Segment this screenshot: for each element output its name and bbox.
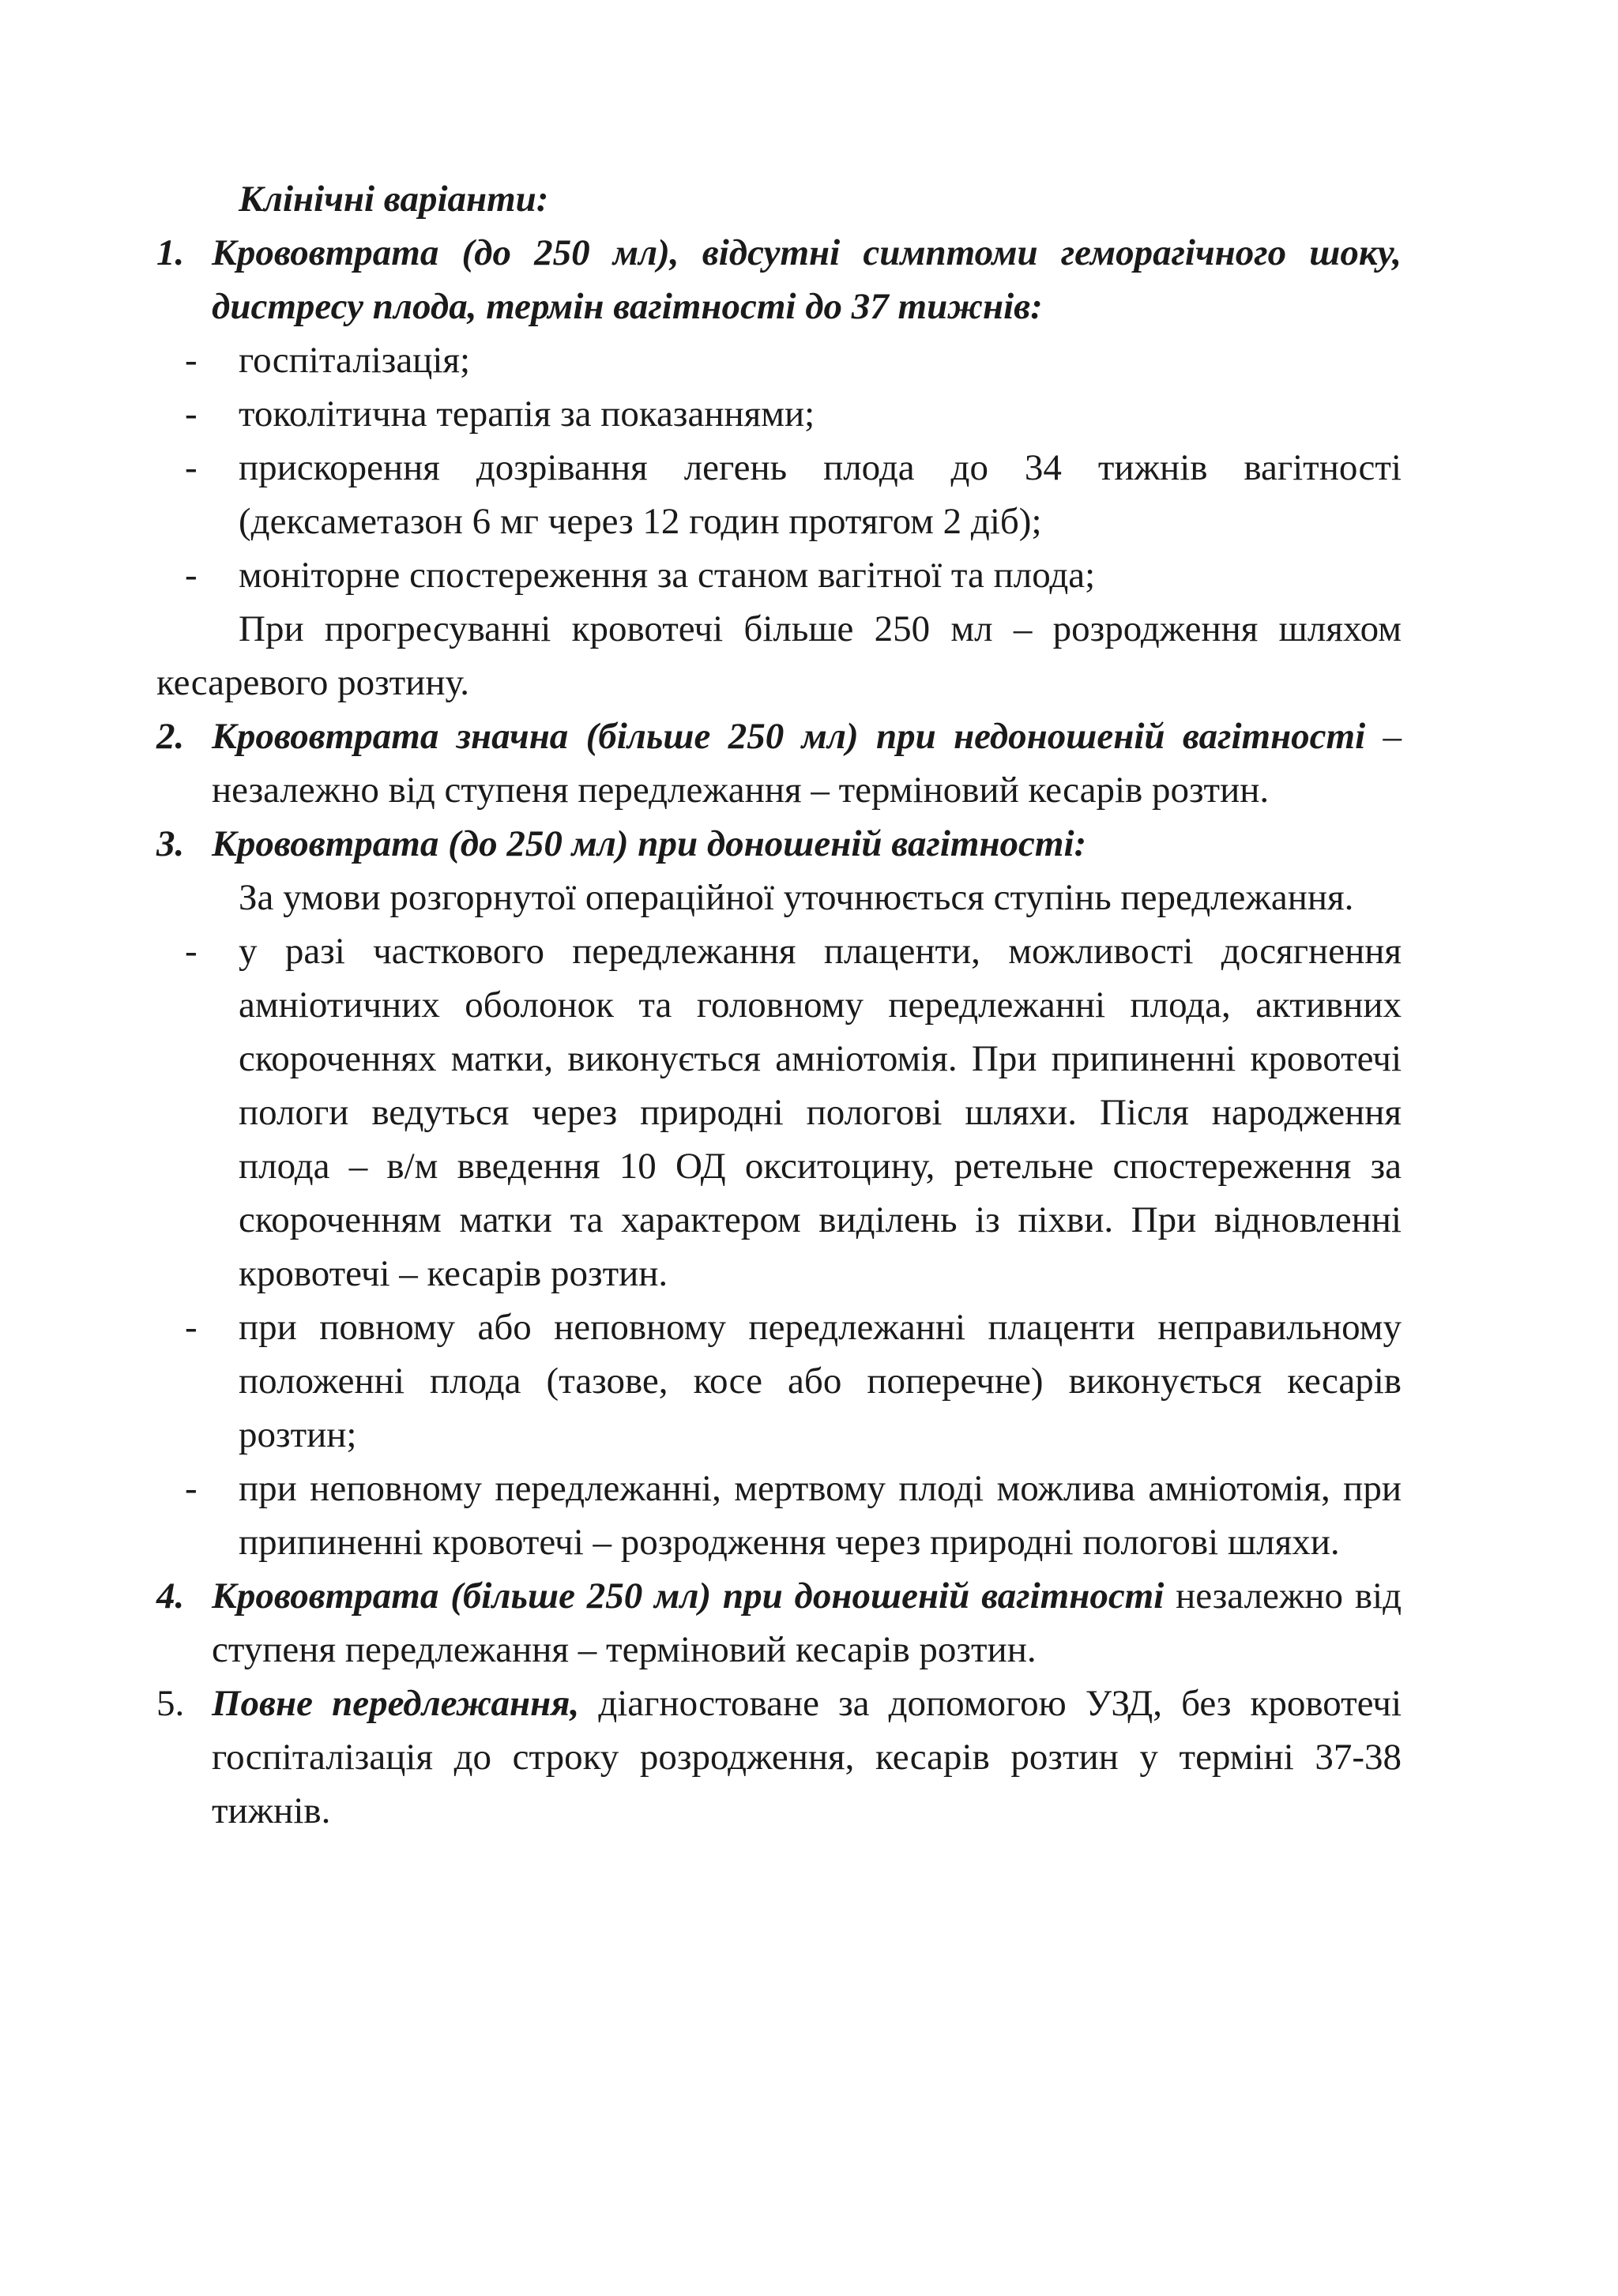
item-title: Крововтрата значна (більше 250 мл) при недоношеній вагітності — [212, 716, 1366, 757]
item-text: незалежно від ступеня передлежання – терміновий кесарів розтин. — [212, 1575, 1402, 1670]
item-number: 4. — [156, 1575, 185, 1617]
bullet-text: у разі часткового передлежання плаценти, можливості досягнення амніотичних оболонок та головному передлежанні плода, активних скороченнях матки, виконується амніотомія. При припиненні кровотечі пологи ведуться через природні пологові шляхи. Після народження плода – в/м введення 10 ОД окситоцину, ретельне спостереження за скороченням матки та характером виділень із піхви. При відновленні кровотечі – кесарів розтин. — [239, 931, 1402, 1294]
bullet-text: токолітична терапія за показаннями; — [239, 393, 815, 435]
item-text: діагностоване за допомогою УЗД, без кровотечі госпіталізація до строку розродження, кесарів розтин у терміні 37-38 тижнів. — [212, 1683, 1402, 1831]
dash-marker: - — [185, 1468, 198, 1509]
list-item — [156, 924, 1402, 1300]
list-item-4 — [156, 1569, 1402, 1677]
section-heading: Клінічні варіанти: — [239, 179, 549, 220]
document-page — [156, 172, 1402, 1838]
bullet-text: при неповному передлежанні, мертвому плоді можлива амніотомія, при припиненні кровотечі – розродження через природні пологові шляхи. — [239, 1468, 1402, 1563]
item-number: 3. — [156, 823, 185, 864]
item-title: Крововтрата (до 250 мл) при доношеній вагітності: — [212, 823, 1087, 864]
item-number: 2. — [156, 716, 185, 757]
item-number: 1. — [156, 232, 185, 273]
item-1-bullets — [156, 333, 1402, 602]
dash-marker: - — [185, 340, 198, 381]
dash-marker: - — [185, 931, 198, 972]
list-item-1 — [156, 226, 1402, 333]
list-item — [156, 387, 1402, 441]
list-item-2 — [156, 710, 1402, 817]
bullet-text: моніторне спостереження за станом вагітної та плода; — [239, 555, 1096, 596]
item-title: Крововтрата (до 250 мл), відсутні симптоми геморагічного шоку, дистресу плода, термін вагітності до 37 тижнів: — [212, 232, 1402, 327]
list-item — [156, 1300, 1402, 1462]
item-3-bullets — [156, 924, 1402, 1569]
list-item — [156, 333, 1402, 387]
bullet-text: прискорення дозрівання легень плода до 34 тижнів вагітності (дексаметазон 6 мг через 12 годин протягом 2 діб); — [239, 447, 1402, 542]
list-item-5 — [156, 1677, 1402, 1838]
list-item — [156, 1462, 1402, 1569]
list-item — [156, 548, 1402, 602]
dash-marker: - — [185, 555, 198, 596]
list-item-3 — [156, 817, 1402, 871]
bullet-text: госпіталізація; — [239, 340, 471, 381]
item-text: – незалежно від ступеня передлежання – терміновий кесарів розтин. — [212, 716, 1402, 811]
dash-marker: - — [185, 393, 198, 435]
item-title: Повне передлежання, — [212, 1683, 580, 1724]
dash-marker: - — [185, 1307, 198, 1348]
dash-marker: - — [185, 447, 198, 488]
list-item — [156, 441, 1402, 548]
item-number: 5. — [156, 1683, 185, 1724]
item-title: Крововтрата (більше 250 мл) при доношеній вагітності — [212, 1575, 1165, 1617]
bullet-text: при повному або неповному передлежанні плаценти неправильному положенні плода (тазове, косе або поперечне) виконується кесарів розтин; — [239, 1307, 1402, 1455]
item-3-note: За умови розгорнутої операційної уточнюється ступінь передлежання. — [239, 877, 1354, 918]
item-1-note: При прогресуванні кровотечі більше 250 мл – розродження шляхом кесаревого розтину. — [156, 608, 1402, 703]
